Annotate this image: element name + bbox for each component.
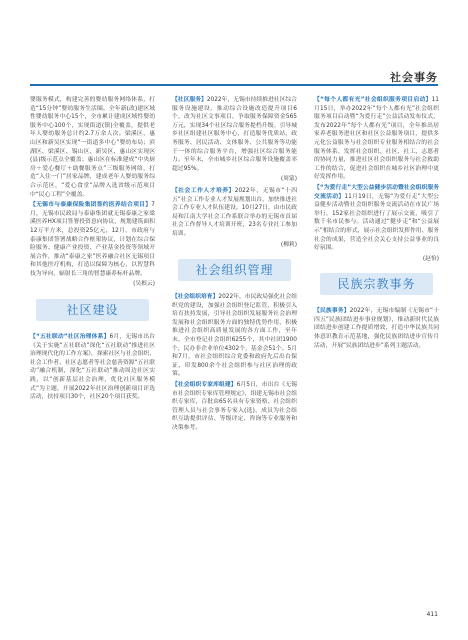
section-banner: 民族宗教事务 xyxy=(320,273,433,295)
entry-heading: 【社区服务】 xyxy=(172,97,207,103)
author-credit: (吴根云) xyxy=(133,281,155,288)
paragraph: 【民族事务】2022年，无锡市编制《无锡市“十四五”民族团结进步事业规划》，推动新时代民族团结进步创建工作提质增效，打造中华民族共同体意识教育示范基地，强化民族团结进步宣传月活动，开展“民族团结进步”系列主题活动。 xyxy=(314,308,439,349)
page-number: 411 xyxy=(426,611,438,618)
entry-heading: 【无锡市与泰康保险集团签约医养结合项目】 xyxy=(30,202,152,209)
entry-heading: 【民族事务】 xyxy=(314,308,350,315)
entry-heading: 【“每个人都有光”社会组织服务项目启动】 xyxy=(314,97,432,103)
entry-heading: 【社会工作人才培养】 xyxy=(172,187,235,194)
author-credit: (周蒙) xyxy=(280,176,297,183)
paragraph: 【“五社联动”社区治理体系】6月，无锡市出台《关于实施“五社联动”深化“五社联动”推进社区治理现代化的工作方案》，探索社区与社会组织、社会工作者、社区志愿者等社会慈善资源“五社联动”融合机制，深化“五社联动”推动周边社区实践，以“创新基层社会治理，优化社区服务模式”为主题，开展2022年社区治理创新项目评选活动，扶持项目30个，社区20个项目获奖。 xyxy=(30,334,155,401)
column-2 xyxy=(172,96,297,435)
entry-heading: 【社会组织培育】 xyxy=(172,294,219,301)
paragraph: 【社区服务】2022年，无锡市持续推进社区综合服务设施建设，推动综合设施改造提升项目6个，改为社区文事项目，争取服务保障资金565万元，实现34个社区综合服务提档升级。引导城乡社区组建社区服务中心，打造服务优质站，政务服务、居民活动、文体服务、公共服务等功能于一体的综合服务平台，增强社区综合服务能力。至年末，全市城乡社区综合服务设施覆盖率超过95%。 xyxy=(172,97,297,172)
header-rule xyxy=(30,84,438,86)
entry-heading: 【“为爱行走”大型公益健步活动暨社会组织服务交流活动】 xyxy=(314,184,439,200)
column-1 xyxy=(30,96,155,404)
paragraph: 【社会工作人才培养】2022年，无锡市“十四五”社会工作专业人才发展规划出台，加快推进社会工作专业人才队伍建设。10月27日，由市民政局和江南大学社会工作系联合举办的无锡市首届社会工作督导人才培训开班，23名专业社工参加培训。 xyxy=(172,187,297,237)
section-title: 社会事务 xyxy=(390,71,438,84)
author-credit: (赵怡) xyxy=(422,255,439,262)
paragraph: 【“每个人都有光”社会组织服务项目启动】11月15日，举办2022年“每个人都有光”社会组织服务项目启动暨“为爱行走”公益活动发布仪式，发布2022年“每个人都有光”项目，全年推出居家养老服务进社区和社区公益服务项目，提供多元化公益服务与社会组织专业服务相结合的社会服务体系，发挥社会组织、社区、社工、志愿者的协同力量，推进社区社会组织服务与社会救助工作的结合，促进社会组织在城乡社区治理中更好发挥作用。 xyxy=(314,97,439,181)
entry-heading: 【“五社联动”社区治理体系】 xyxy=(30,334,110,341)
paragraph: 婴服务模式，构建完善的婴幼服务网络体系，打造“15分钟”婴幼服务生活圈。全年新(改)建区域性婴幼服务中心15个，全市累计建成区域性婴幼服务中心100个，实现街道(镇)全覆盖，提供老年人婴幼服务总计约2.7万余人次。梁溪区、惠山区和新吴区实现“一街道多中心”婴幼布局；滨湖区、梁溪区、锡山区、新吴区、惠山区实现区(县)级示范点全覆盖；惠山区在标准建成“中央厨房＋爱心餐厅＋助餐服务点”三级服务网络，打造“入住一门”居家品牌，建成老年人婴幼服务综合示范区，“爱心食堂”品牌入选省级示范项目中“民心工程”全覆盖。 xyxy=(30,97,155,198)
section-banner: 社区建设 xyxy=(36,299,149,321)
author-credit: (柳莉) xyxy=(280,241,297,248)
paragraph: 【社会组织专家库组建】6月5日，市出台《无锡市社会组织专家库管理规定》，组建无锡市社会组织专家库，百批由65名具有专家资格、社会组织管理人员与社会事务专家入(选)，成员为社会组织互助提供评估、等级评定、咨询等专业服务和决策参考。 xyxy=(172,382,297,431)
column-3 xyxy=(314,96,439,352)
section-banner: 社会组织管理 xyxy=(178,259,291,281)
entry-heading: 【社会组织专家库组建】 xyxy=(172,382,237,389)
paragraph: 【无锡市与泰康保险集团签约医养结合项目】7月，无锡市民政局与泰康集团就无锡泰康之家梁溪医养HX项目签署投资意向协议，规划建筑面积12万平方米，总投资25亿元，12月，市政府与泰康集团签署战略合作框架协议，计划在综合保险服务、健康产业投资、产业基金投资等领域开展合作，推动“泰康之家”医养融合社区无锡项目和其他医疗机构，打造以保障为核心，以智慧科技为导向，辐射长三角的智慧康养标杆品牌。 xyxy=(30,202,155,277)
paragraph: 【社会组织培育】2022年，市民政局强化社会组织党的建设，加强社会组织登记监管，积极引入培育扶持发展，引导社会组织发展服务社会治理发展和社会组织服务方面的独特优势作用，积极推进社会组织高质量发展的各方面工作，至年末，全市登记社会组织6255个，其中社团1900个，民办非企业单位4302个，基金会51个。5月和7月，市社会组织综合党委和政府先后出台保证、印发800余个社会组织参与社区治理的政策。 xyxy=(172,294,297,378)
paragraph: 【“为爱行走”大型公益健步活动暨社会组织服务交流活动】11月19日，无锡“为爱行走”大型公益健步活动暨社会组织服务交流活动在市民广场举行，152家社会组织进行了展示交流，吸引了数千名市民参与。活动通过“健步走”和“公益展示”相结合的形式，展示社会组织发挥作用、服务社会的成果，营造全社会关心支持公益事业的良好氛围。 xyxy=(314,184,439,252)
